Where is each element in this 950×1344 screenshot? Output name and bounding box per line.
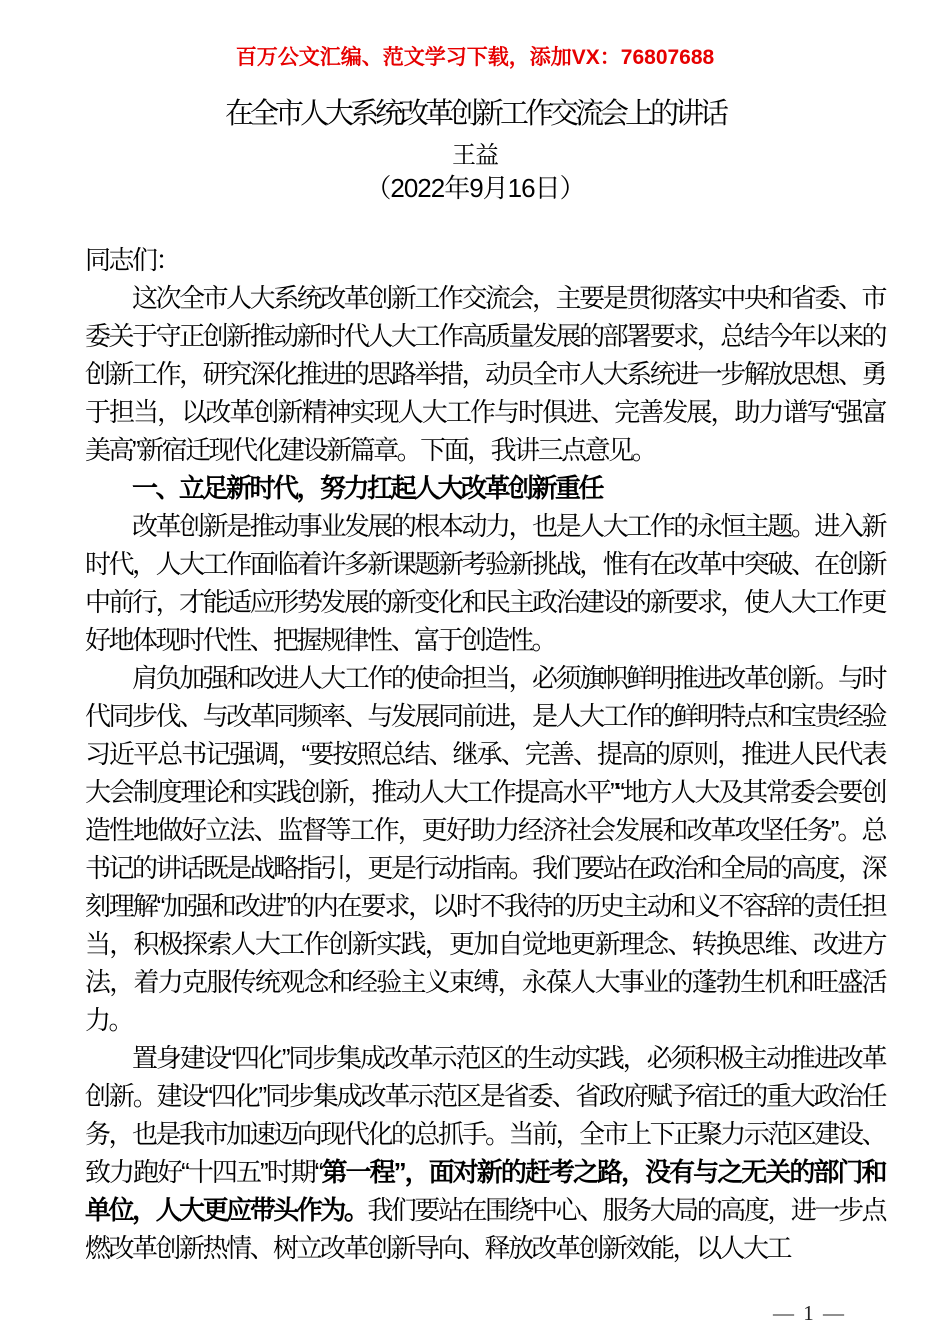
author-name: 王益: [452, 142, 498, 169]
section-heading-1: 一、立足新时代，努力扛起人大改革创新重任: [132, 473, 603, 503]
paragraph-intro: 这次全市人大系统改革创新工作交流会，主要是贯彻落实中央和省委、市委关于守正创新推动新时代人大工作高质量发展的部署要求，总结今年以来的创新工作，研究深化推进的思路举措，动员全市人大系统进一步解放思想、勇于担当，以改革创新精神实现人大工作与时俱进、完善发展，助力谱写“强富美高”新宿迁现代化建设新篇章。下面，我讲三点意见。: [85, 283, 885, 465]
paragraph-2: 肩负加强和改进人大工作的使命担当，必须旗帜鲜明推进改革创新。与时代同步伐、与改革同频率、与发展同前进，是人大工作的鲜明特点和宝贵经验习近平总书记强调，“要按照总结、继承、完善、提高的原则，推进人民代表大会制度理论和实践创新，推动人大工作提高水平”“地方人大及其常委会要创造性地做好立法、监督等工作，更好助力经济社会发展和改革攻坚任务”。总书记的讲话既是战略指引，更是行动指南。我们要站在政治和全局的高度，深刻理解“加强和改进”的内在要求，以时不我待的历史主动和义不容辞的责任担当，积极探索人大工作创新实践，更加自觉地更新理念、转换思维、改进方法，着力克服传统观念和经验主义束缚，永葆人大事业的蓬勃生机和旺盛活力。: [85, 663, 885, 1035]
document-body: [85, 241, 885, 1267]
paragraph-3: [85, 1039, 885, 1267]
paragraph-3-lead: 置身建设“四化”同步集成改革示范区的生动实践，必须积极主动推进改革创新。建设“四化”同步集成改革示范区是省委、省政府赋予宿迁的重大政治任务，也是我市加速迈向现代化的总抓手。当前，全市上下正聚力示范区建设、致力跑好“十四五”时期“: [85, 1043, 885, 1187]
paragraph-3-emphasis: 第一程”，面对新的赶考之路，没有与之无关的部门和单位，人大更应带头作为。: [85, 1157, 885, 1225]
greeting: 同志们：: [85, 245, 180, 275]
paragraph-3-tail: 我们要站在围绕中心、服务大局的高度，进一步点燃改革创新热情、树立改革创新导向、释放改革创新效能，以人大工: [85, 1195, 885, 1263]
page-number: — 1 —: [773, 1301, 846, 1325]
doc-title: 在全市人大系统改革创新工作交流会上的讲话: [224, 98, 725, 130]
header-notice: 百万公文汇编、范文学习下载，添加VX：76807688: [235, 46, 715, 69]
doc-date: （2022年9月16日）: [365, 173, 585, 203]
paragraph-1: 改革创新是推动事业发展的根本动力，也是人大工作的永恒主题。进入新时代，人大工作面临着许多新课题新考验新挑战，惟有在改革中突破、在创新中前行，才能适应形势发展的新变化和民主政治建设的新要求，使人大工作更好地体现时代性、把握规律性、富于创造性。: [85, 511, 885, 655]
